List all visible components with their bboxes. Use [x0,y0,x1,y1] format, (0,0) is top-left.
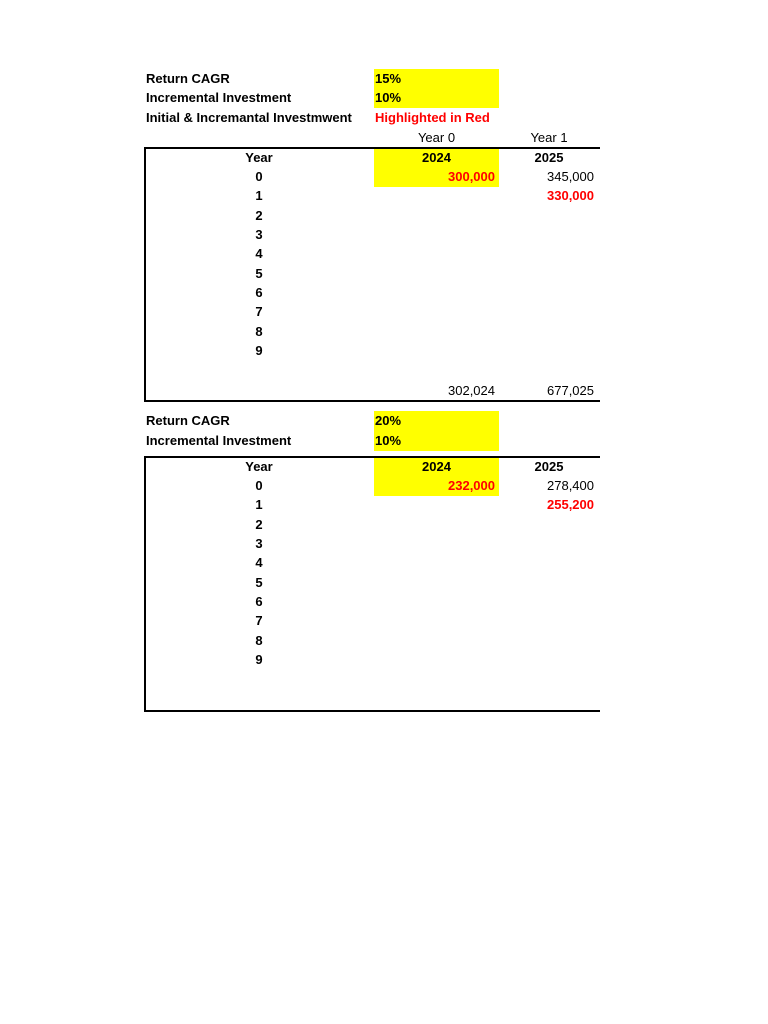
table-1-row-1: 1 [255,188,263,203]
table-2-year-header: Year [245,459,273,474]
table-1-total-2025[interactable]: 677,025 [547,383,594,398]
table-2-row-5: 5 [255,575,263,590]
param-value-highlight-note[interactable]: Highlighted in Red [375,110,490,125]
table-1-col-2024: 2024 [422,150,451,165]
table-1-row-6: 6 [255,285,263,300]
col-header-year-1: Year 1 [530,130,568,145]
table-1-cell-r0-2024[interactable]: 300,000 [448,169,495,184]
table-2-cell-r0-2024[interactable]: 232,000 [448,478,495,493]
col-header-year-0: Year 0 [417,130,456,145]
table-2-row-2: 2 [255,517,263,532]
table-2-col-2024: 2024 [422,459,451,474]
table-1-row-9: 9 [255,343,263,358]
table-1-row-4: 4 [255,246,263,261]
table-1-row-3: 3 [255,227,263,242]
table-1-row-0: 0 [255,169,263,184]
param-value-incremental-investment[interactable]: 10% [375,90,402,105]
table-2-row-4: 4 [255,555,263,570]
param-value-incremental-investment-2[interactable]: 10% [375,433,402,448]
table-1-row-2: 2 [255,208,263,223]
table-2-row-0: 0 [255,478,263,493]
param-value-return-cagr-2[interactable]: 20% [375,413,402,428]
param-label-incremental-investment-2: Incremental Investment [146,433,292,448]
table-1-row-5: 5 [255,266,263,281]
table-1-total-2024[interactable]: 302,024 [448,383,495,398]
table-1-col-2025: 2025 [534,150,564,165]
table-2-row-9: 9 [255,652,263,667]
param-label-return-cagr: Return CAGR [146,71,230,86]
param-value-return-cagr[interactable]: 15% [375,71,402,86]
param-label-return-cagr-2: Return CAGR [146,413,230,428]
table-2-row-1: 1 [255,497,263,512]
table-2-cell-r1-2025[interactable]: 255,200 [547,497,594,512]
table-1-cell-r0-2025[interactable]: 345,000 [547,169,594,184]
table-2-row-7: 7 [255,613,263,628]
table-2-row-8: 8 [255,633,263,648]
param-label-initial-investment: Initial & Incremantal Investmwent [146,110,352,125]
table-1-cell-r1-2025[interactable]: 330,000 [547,188,594,203]
table-1-row-8: 8 [255,324,263,339]
table-2-row-3: 3 [255,536,263,551]
table-1-year-header: Year [245,150,273,165]
table-2-cell-r0-2025[interactable]: 278,400 [547,478,594,493]
param-label-incremental-investment: Incremental Investment [146,90,292,105]
table-2-col-2025: 2025 [534,459,564,474]
table-1-row-7: 7 [255,304,263,319]
table-2-row-6: 6 [255,594,263,609]
